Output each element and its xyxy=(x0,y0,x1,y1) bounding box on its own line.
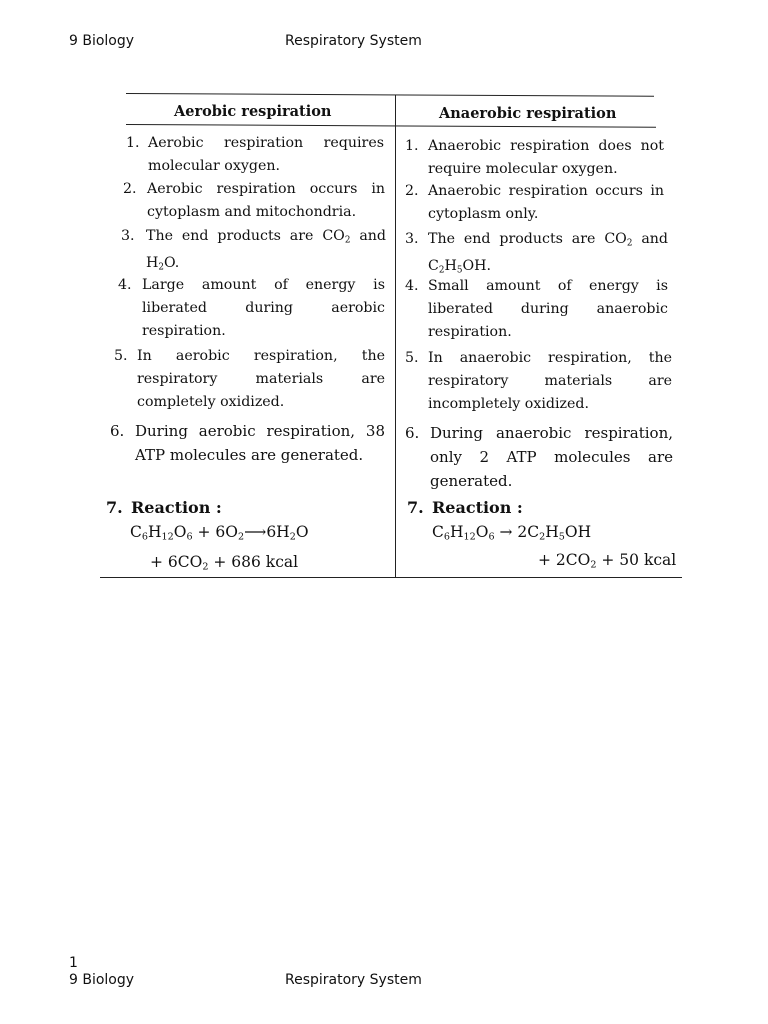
anaerobic-equation-line1: $C_6H_{12}O_6 \to 2C_2H_5OH$ xyxy=(432,523,592,543)
header-subject: 9 Biology xyxy=(69,33,135,49)
table-top-rule xyxy=(126,93,654,97)
item-text: The end products are $CO_2$ and $C_2H_5OH$. xyxy=(428,231,668,276)
respiration-comparison-table xyxy=(100,93,682,583)
item-number: 5. xyxy=(114,348,128,364)
item-text: Reaction : xyxy=(131,498,222,517)
page-number: 1 xyxy=(69,955,78,971)
item-text: In anaerobic respiration, the respiratory materials are incompletely oxidized. xyxy=(428,350,672,412)
item-number: 1. xyxy=(126,135,140,151)
item-number: 6. xyxy=(110,422,125,440)
item-text: The end products are $CO_2$ and $H_2O$. xyxy=(146,228,386,273)
item-text: During anaerobic respiration, only 2 ATP molecules are generated. xyxy=(430,424,673,490)
item-number: 7. xyxy=(106,498,123,517)
item-text: Anaerobic respiration does not require molecular oxygen. xyxy=(428,138,664,177)
item-text: Large amount of energy is liberated during aerobic respiration. xyxy=(142,277,385,339)
item-number: 3. xyxy=(121,228,135,244)
item-number: 4. xyxy=(405,278,419,294)
item-text: During aerobic respiration, 38 ATP molecules are generated. xyxy=(135,422,385,464)
table-bottom-rule xyxy=(100,577,682,578)
anaerobic-equation-line2: + $2CO_2 + 50$ kcal xyxy=(538,551,677,571)
aerobic-equation-line1: $C_6H_{12}O_6$ + $6O_2⟶6H_2O$ xyxy=(130,523,309,543)
item-number: 3. xyxy=(405,231,419,247)
item-number: 6. xyxy=(405,424,420,442)
item-number: 2. xyxy=(405,183,419,199)
item-number: 1. xyxy=(405,138,419,154)
item-text: Anaerobic respiration occurs in cytoplasm only. xyxy=(428,183,664,222)
item-text: Reaction : xyxy=(432,498,523,517)
item-text: Aerobic respiration occurs in cytoplasm and mitochondria. xyxy=(147,181,385,220)
footer-topic: Respiratory System xyxy=(285,972,422,988)
item-number: 5. xyxy=(405,350,419,366)
table-header-rule xyxy=(126,124,656,128)
table-column-divider xyxy=(395,95,396,578)
item-number: 2. xyxy=(123,181,137,197)
aerobic-column-header: Aerobic respiration xyxy=(174,103,332,120)
footer-subject: 9 Biology xyxy=(69,972,135,988)
header-topic: Respiratory System xyxy=(285,33,422,49)
item-text: Aerobic respiration requires molecular oxygen. xyxy=(148,135,384,174)
anaerobic-column-header: Anaerobic respiration xyxy=(439,105,617,122)
item-number: 4. xyxy=(118,277,132,293)
aerobic-equation-line2: + $6CO_2 + 686$ kcal xyxy=(150,553,299,573)
item-number: 7. xyxy=(407,498,424,517)
item-text: In aerobic respiration, the respiratory materials are completely oxidized. xyxy=(137,348,385,410)
item-text: Small amount of energy is liberated during anaerobic respiration. xyxy=(428,278,668,340)
